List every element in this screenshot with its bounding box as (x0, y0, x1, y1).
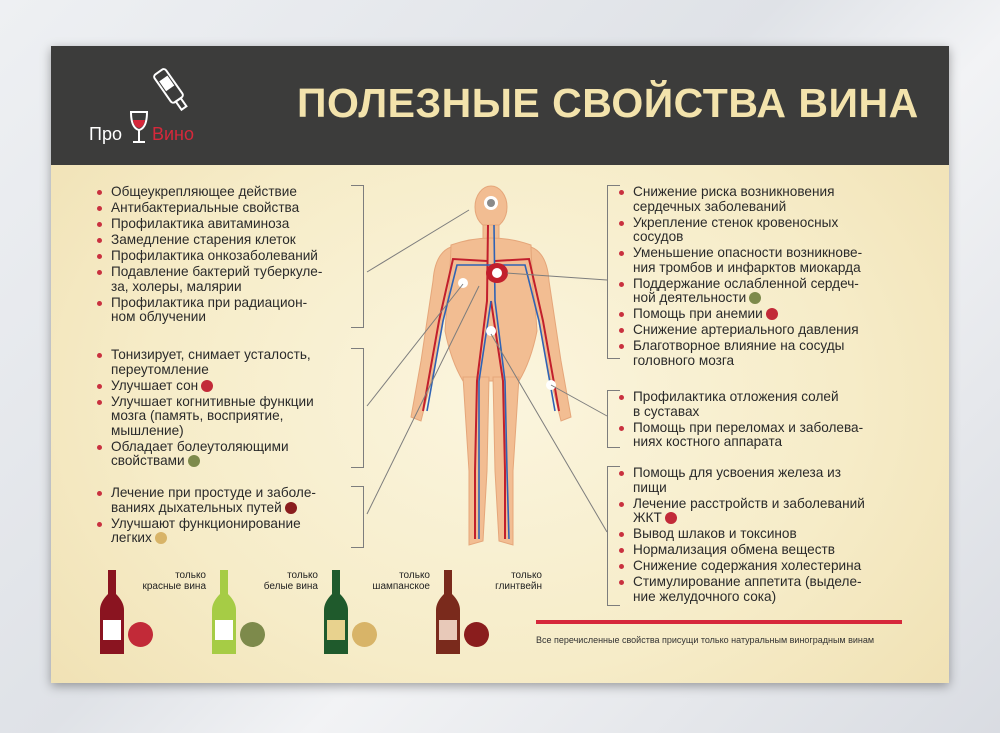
logo-text-pro: Про (89, 124, 122, 144)
wine-type-white_wine (210, 566, 320, 656)
list-item-text: Улучшают функционирование легких (111, 515, 301, 545)
wine-color-swatch (464, 622, 489, 647)
wine-type-dot (201, 380, 213, 392)
list-item-text: Антибактериальные свойства (111, 200, 300, 215)
wine-type-label: только белые вина (263, 570, 318, 592)
list-item-text: Улучшает когнитивные функции мозга (память, восприятие, мышление) (111, 393, 314, 438)
list-item (619, 185, 919, 214)
list-item (97, 201, 367, 216)
list-item-text: Снижение содержания холестерина (633, 558, 862, 573)
list-item-text: Помощь при переломах и заболева- ниях костного аппарата (633, 419, 864, 449)
bracket (351, 185, 364, 328)
list-item-text: Снижение артериального давления (633, 322, 859, 337)
left-group-2 (97, 348, 367, 470)
wine-type-dot (188, 455, 200, 467)
list-item-text: Профилактика при радиацион- ном облучении (111, 294, 308, 324)
list-item-text: Укрепление стенок кровеносных сосудов (633, 214, 839, 244)
list-item-text: Благотворное влияние на сосуды головного мозга (633, 338, 845, 368)
footer-divider (536, 620, 902, 624)
wine-color-swatch (128, 622, 153, 647)
logo-text-vino: Вино (152, 124, 195, 144)
wine-type-label: только шампанское (372, 570, 430, 592)
list-item (619, 466, 919, 495)
list-item (97, 265, 367, 294)
wine-type-dot (665, 512, 677, 524)
list-item (97, 395, 367, 439)
right-group-2 (619, 390, 919, 451)
list-item (619, 216, 919, 245)
list-item (619, 307, 919, 322)
list-item (97, 517, 367, 546)
list-item (97, 217, 367, 232)
list-item-text: Помощь при анемии (633, 306, 763, 321)
list-item-text: Лечение при простуде и заболе- ваниях дыхательных путей (111, 485, 316, 515)
list-item (619, 421, 919, 450)
list-item-text: Лечение расстройств и заболеваний ЖКТ (633, 495, 865, 525)
wine-type-dot (766, 308, 778, 320)
list-item (97, 249, 367, 264)
footer-note: Все перечисленные свойства присущи только натуральным виноградным винам (536, 635, 875, 645)
list-item-text: Обладает болеутоляющими свойствами (111, 438, 289, 468)
wine-type-label: только глинтвейн (495, 570, 542, 592)
list-item (619, 575, 919, 604)
wine-type-dot (749, 292, 761, 304)
wine-type-dot (285, 502, 297, 514)
bracket (607, 466, 620, 606)
poster (51, 46, 949, 683)
wine-bottle-icon (434, 570, 462, 656)
list-item (619, 277, 919, 306)
list-item (619, 497, 919, 526)
list-item-text: Замедление старения клеток (111, 232, 296, 247)
wine-bottle-icon (322, 570, 350, 656)
list-item (97, 486, 367, 515)
wine-color-swatch (240, 622, 265, 647)
left-group-3 (97, 486, 367, 547)
list-item-text: Помощь для усвоения железа из пищи (633, 465, 841, 495)
right-group-3 (619, 466, 919, 606)
list-item-text: Общеукрепляющее действие (111, 184, 297, 199)
list-item-text: Профилактика отложения солей в суставах (633, 389, 839, 419)
list-item-text: Поддержание ослабленной сердеч- ной деятельности (633, 275, 859, 305)
list-item (97, 348, 367, 377)
wine-type-mulled_wine (434, 566, 544, 656)
list-item (619, 246, 919, 275)
list-item (97, 185, 367, 200)
list-item-text: Нормализация обмена веществ (633, 542, 835, 557)
list-item-text: Уменьшение опасности возникнове- ния тромбов и инфарктов миокарда (633, 245, 863, 275)
right-group-1 (619, 185, 919, 370)
list-item (619, 559, 919, 574)
page-title: ПОЛЕЗНЫЕ СВОЙСТВА ВИНА (297, 80, 919, 126)
wine-type-label: только красные вина (142, 570, 206, 592)
list-item-text: Профилактика онкозаболеваний (111, 248, 318, 263)
bracket (351, 486, 364, 548)
list-item-text: Подавление бактерий туберкуле- за, холеры, малярии (111, 264, 323, 294)
wine-bottle-icon (210, 570, 238, 656)
list-item-text: Вывод шлаков и токсинов (633, 526, 797, 541)
wine-bottle-icon (98, 570, 126, 656)
list-item (97, 233, 367, 248)
bracket (351, 348, 364, 468)
list-item (97, 379, 367, 394)
list-item (97, 296, 367, 325)
bracket (607, 185, 620, 359)
list-item (619, 390, 919, 419)
wine-color-swatch (352, 622, 377, 647)
wine-type-dot (155, 532, 167, 544)
list-item (97, 440, 367, 469)
list-item (619, 323, 919, 338)
list-item-text: Улучшает сон (111, 377, 199, 393)
list-item-text: Профилактика авитаминоза (111, 216, 290, 231)
wine-type-red_wine (98, 566, 208, 656)
list-item (619, 339, 919, 368)
wine-type-champagne (322, 566, 432, 656)
list-item (619, 527, 919, 542)
list-item (619, 543, 919, 558)
list-item-text: Снижение риска возникновения сердечных заболеваний (633, 184, 835, 214)
list-item-text: Тонизирует, снимает усталость, переутомление (111, 347, 311, 377)
left-group-1 (97, 185, 367, 326)
bracket (607, 390, 620, 448)
list-item-text: Стимулирование аппетита (выделе- ние желудочного сока) (633, 574, 862, 604)
